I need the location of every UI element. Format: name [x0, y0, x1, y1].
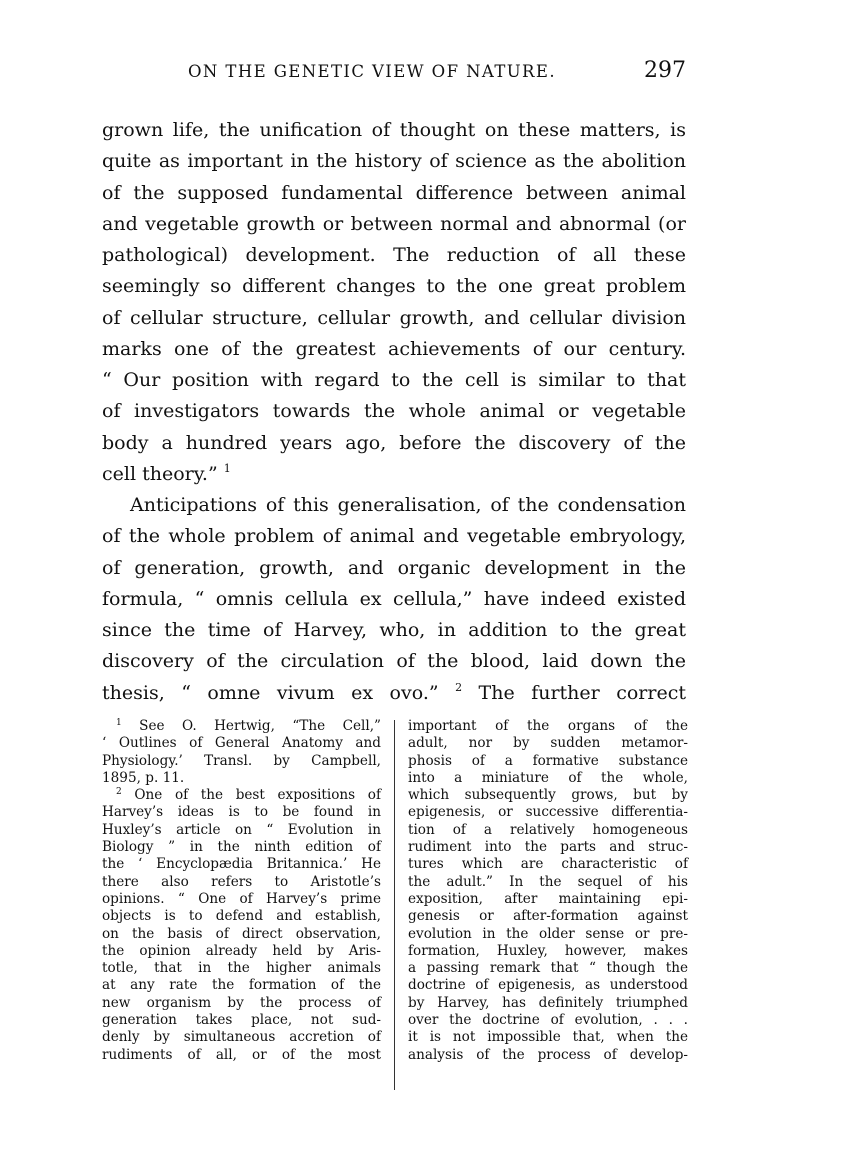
- footnote-line: opinions. “ One of Harvey’s prime: [102, 890, 381, 907]
- footnote-line: evolution in the older sense or pre-: [408, 925, 688, 942]
- body-line: of cellular structure, cellular growth, and cellular division: [102, 306, 686, 329]
- footnote-line-text: One of the best expositions of: [134, 787, 381, 804]
- body-line-text: thesis, “ omne vivum ex ovo.”: [102, 681, 439, 704]
- footnote-marker-1: 1: [116, 718, 122, 728]
- footnote-line: the opinion already held by Aris-: [102, 942, 381, 959]
- body-line: of the whole problem of animal and vegetable embryology,: [102, 525, 686, 548]
- body-line: pathological) development. The reduction of all these: [102, 244, 686, 266]
- footnote-line-text: See O. Hertwig, “The Cell,”: [139, 718, 381, 734]
- footnote-line: Physiology.’ Transl. by Campbell,: [102, 752, 381, 769]
- footnote-line: doctrine of epigenesis, as understood: [408, 977, 688, 994]
- footnote-line: by Harvey, has definitely triumphed: [408, 994, 688, 1011]
- footnote-line: analysis of the process of develop-: [408, 1046, 688, 1063]
- footnote-marker-2: 2: [116, 787, 122, 798]
- body-line: of generation, growth, and organic development in the: [102, 556, 686, 579]
- footnote-line: [102, 787, 381, 804]
- footnote-line: rudiments of all, or of the most: [102, 1046, 381, 1063]
- footnote-line: rudiment into the parts and struc-: [408, 839, 688, 856]
- footnote-line: into a miniature of the whole,: [408, 769, 688, 786]
- body-line: formula, “ omnis cellula ex cellula,” have indeed existed: [102, 587, 686, 610]
- footnote-line: generation takes place, not sud-: [102, 1012, 381, 1029]
- body-line-paragraph-start: Anticipations of this generalisation, of the condensation: [130, 494, 686, 516]
- footnote-line: a passing remark that “ though the: [408, 960, 688, 977]
- body-line: body a hundred years ago, before the discovery of the: [102, 431, 686, 454]
- footnote-line: denly by simultaneous accretion of: [102, 1029, 381, 1046]
- running-title: ON THE GENETIC VIEW OF NATURE.: [188, 62, 556, 81]
- footnote-line: objects is to defend and establish,: [102, 908, 381, 925]
- column-divider: [394, 720, 395, 1090]
- footnote-line: there also refers to Aristotle’s: [102, 873, 381, 890]
- footnote-ref-1: 1: [223, 461, 231, 475]
- footnote-line: formation, Huxley, however, makes: [408, 942, 688, 959]
- footnote-line: tures which are characteristic of: [408, 856, 688, 873]
- footnotes: [102, 718, 688, 1088]
- page-number: 297: [644, 58, 686, 83]
- footnote-line: it is not impossible that, when the: [408, 1029, 688, 1046]
- body-line: seemingly so different changes to the one great problem: [102, 275, 686, 298]
- footnote-line: on the basis of direct observation,: [102, 925, 381, 942]
- footnote-line: the ‘ Encyclopædia Britannica.’ He: [102, 856, 381, 873]
- body-line-text: cell theory.”: [102, 462, 218, 485]
- footnote-line: at any rate the formation of the: [102, 977, 381, 994]
- footnote-line: important of the organs of the: [408, 718, 688, 734]
- running-head: [100, 58, 686, 88]
- footnote-line: which subsequently grows, but by: [408, 787, 688, 804]
- body-line: grown life, the unification of thought on these matters, is: [102, 119, 686, 141]
- body-line: marks one of the greatest achievements of our century.: [102, 337, 686, 360]
- footnote-line: epigenesis, or successive differentia-: [408, 804, 688, 821]
- footnote-column-right: [408, 718, 688, 1064]
- footnote-line: 1895, p. 11.: [102, 769, 185, 786]
- footnote-line: Huxley’s article on “ Evolution in: [102, 821, 381, 838]
- body-line: and vegetable growth or between normal and abnormal (or: [102, 212, 686, 235]
- footnote-line: phosis of a formative substance: [408, 752, 688, 769]
- footnote-line: the adult.” In the sequel of his: [408, 873, 688, 890]
- footnote-line: new organism by the process of: [102, 994, 381, 1011]
- footnote-line: exposition, after maintaining epi-: [408, 890, 688, 907]
- body-line: of the supposed fundamental difference between animal: [102, 181, 686, 204]
- footnote-line: ‘ Outlines of General Anatomy and: [102, 735, 381, 752]
- footnote-line: over the doctrine of evolution, . . .: [408, 1012, 688, 1029]
- footnote-line: tion of a relatively homogeneous: [408, 821, 688, 838]
- body-text: [102, 115, 686, 709]
- footnote-line: [102, 718, 381, 735]
- body-line: since the time of Harvey, who, in addition to the great: [102, 619, 686, 641]
- footnote-line: adult, nor by sudden metamor-: [408, 735, 688, 752]
- footnote-line: Harvey’s ideas is to be found in: [102, 804, 381, 821]
- footnote-line: Biology ” in the ninth edition of: [102, 839, 381, 856]
- body-line: discovery of the circulation of the blood, laid down the: [102, 650, 686, 673]
- body-line-with-ref: [102, 678, 686, 709]
- body-line: “ Our position with regard to the cell is similar to that: [102, 369, 686, 391]
- body-line: quite as important in the history of science as the abolition: [102, 150, 686, 173]
- footnote-column-left: [102, 718, 381, 1064]
- footnote-line: genesis or after-formation against: [408, 908, 688, 925]
- footnote-line: totle, that in the higher animals: [102, 960, 381, 977]
- body-line-paragraph-end: [102, 459, 686, 490]
- body-line-text: The further correct: [462, 681, 686, 704]
- body-line: of investigators towards the whole animal or vegetable: [102, 400, 686, 423]
- footnote-ref-2: 2: [455, 680, 463, 694]
